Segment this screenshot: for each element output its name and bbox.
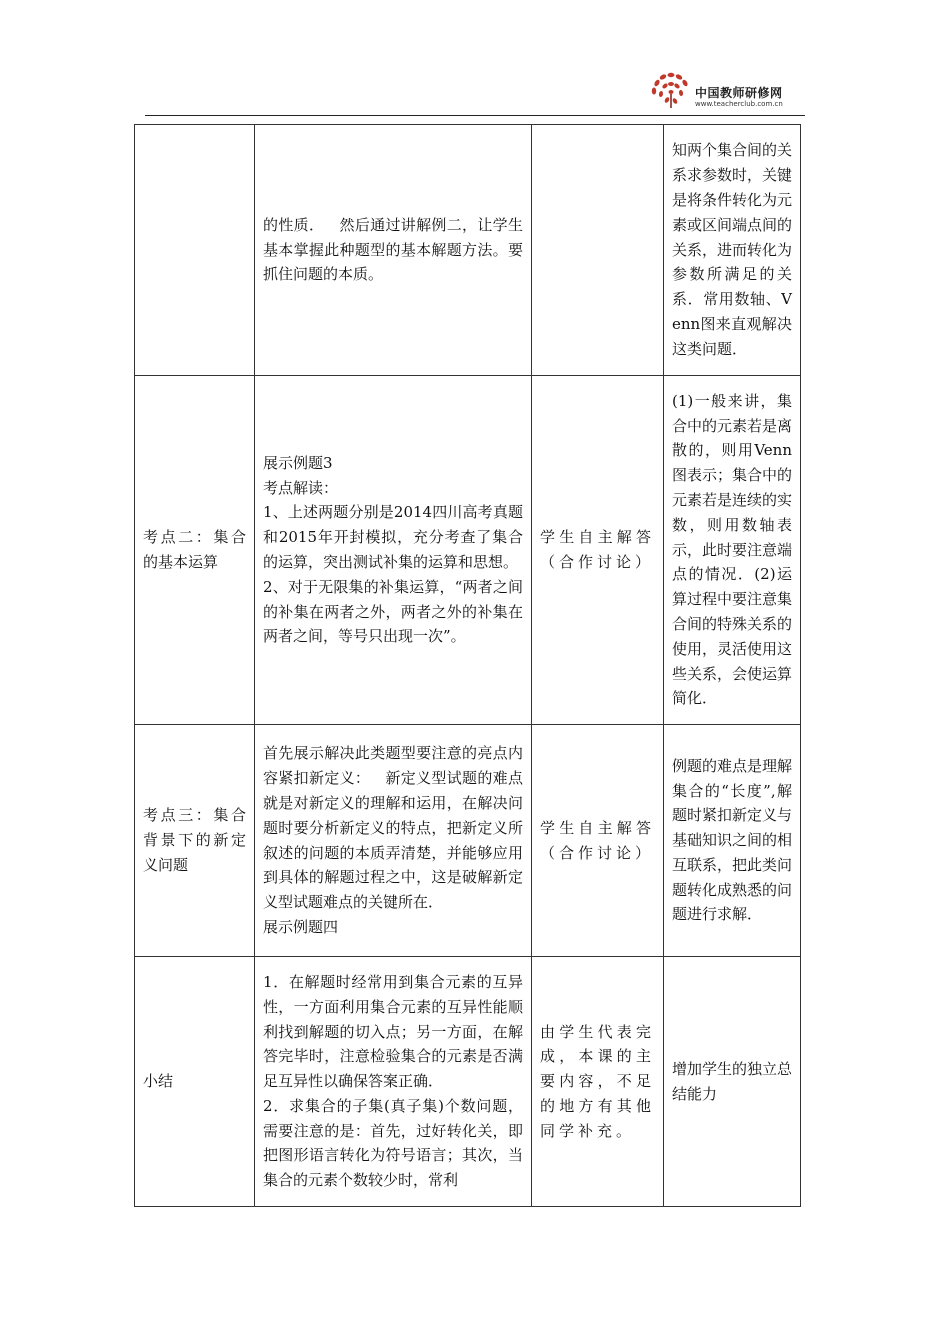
intent-cell: 例题的难点是理解集合的“长度”,解题时紧扣新定义与基础知识之间的相互联系，把此类问题转化成熟悉的问题进行求解．	[664, 725, 801, 957]
content-paragraph: 1．在解题时经常用到集合元素的互异性，一方面利用集合元素的互异性能顺利找到解题的切入点；另一方面，在解答完毕时，注意检验集合的元素是否满足互异性以确保答案正确．	[263, 972, 523, 1091]
activity-cell: 学生自主解答（合作讨论）	[532, 725, 664, 957]
content-paragraph: 1、上述两题分别是2014四川高考真题和2015年开封模拟，充分考查了集合的运算，突出测试补集的运算和思想。	[263, 503, 523, 571]
activity-cell: 学生自主解答（合作讨论）	[532, 376, 664, 725]
table-row	[135, 957, 801, 1207]
content-cell	[255, 725, 532, 957]
content-paragraph: 2、对于无限集的补集运算，“两者之间的补集在两者之外，两者之外的补集在两者之间，等号只出现一次”。	[263, 577, 523, 646]
content-paragraph: 的性质． 然后通过讲解例二，让学生基本掌握此种题型的基本解题方法。要抓住问题的本质。	[263, 215, 523, 284]
content-paragraph: 2．求集合的子集(真子集)个数问题，需要注意的是：首先，过好转化关，即把图形语言转化为符号语言；其次，当集合的元素个数较少时，常利	[263, 1096, 523, 1190]
content-cell	[255, 376, 532, 725]
topic-cell: 考点三：集合背景下的新定义问题	[135, 725, 255, 957]
content-paragraph: 展示例题四	[263, 917, 339, 936]
activity-cell: 由学生代表完成，本课的主要内容，不足的地方有其他同学补充。	[532, 957, 664, 1207]
intent-cell: 知两个集合间的关系求参数时，关键是将条件转化为元素或区间端点间的关系，进而转化为参数所满足的关系．常用数轴、Venn图来直观解决这类问题．	[664, 125, 801, 376]
content-cell	[255, 957, 532, 1207]
content-cell	[255, 125, 532, 376]
table-row	[135, 725, 801, 957]
page-header	[145, 60, 805, 116]
site-name: 中国教师研修网	[695, 86, 783, 100]
intent-cell: (1)一般来讲，集合中的元素若是离散的，则用Venn图表示；集合中的元素若是连续的实数，则用数轴表示，此时要注意端点的情况．(2)运算过程中要注意集合间的特殊关系的使用，灵活使用这些关系，会使运算简化．	[664, 376, 801, 725]
lesson-plan-table	[134, 124, 801, 1207]
topic-cell: 考点二：集合的基本运算	[135, 376, 255, 725]
activity-cell	[532, 125, 664, 376]
table-row	[135, 125, 801, 376]
content-paragraph: 首先展示解决此类题型要注意的亮点内容紧扣新定义： 新定义型试题的难点就是对新定义的理解和运用，在解决问题时要分析新定义的特点，把新定义所叙述的问题的本质弄清楚，并能够应用到具体的解题过程之中，这是破解新定义型试题难点的关键所在．	[263, 744, 523, 912]
topic-cell: 小结	[135, 957, 255, 1207]
table-row	[135, 376, 801, 725]
flower-logo-icon	[647, 70, 693, 110]
content-paragraph: 展示例题3	[263, 453, 333, 472]
intent-cell: 增加学生的独立总结能力	[664, 957, 801, 1207]
site-logo	[647, 68, 797, 112]
header-divider	[145, 115, 805, 116]
site-url: www.teacherclub.com.cn	[695, 100, 783, 108]
content-paragraph: 考点解读：	[263, 478, 339, 497]
topic-cell	[135, 125, 255, 376]
